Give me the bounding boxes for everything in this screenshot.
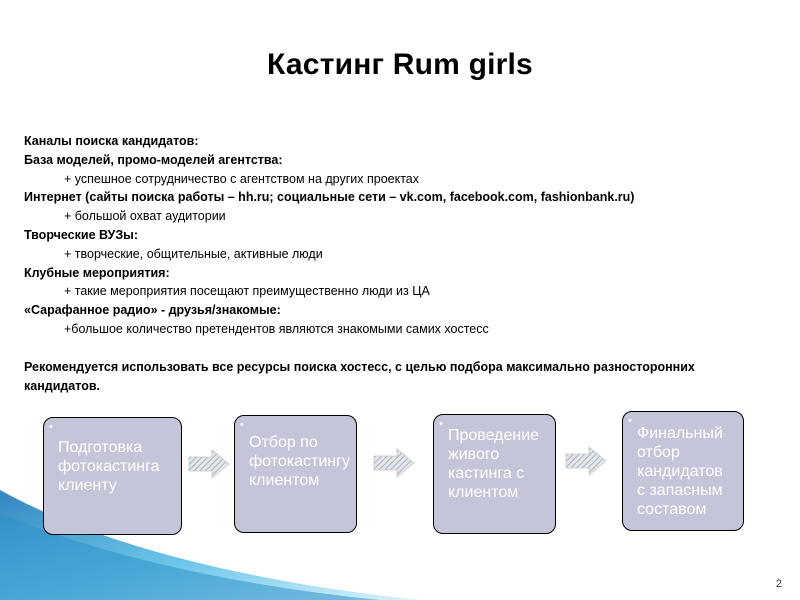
process-step-3-label: Проведение живого кастинга с клиентом bbox=[448, 427, 540, 501]
channel-word-of-mouth-benefit: +большое количество претендентов являются знакомыми самих хостесс bbox=[64, 321, 489, 336]
recommendation-text: Рекомендуется использовать все ресурсы поиска хостесс, с целью подбора максимально разносторонних кандидатов. bbox=[24, 359, 695, 393]
channel-universities-benefit: + творческие, общительные, активные люди bbox=[64, 246, 323, 261]
process-step-1-label: Подготовка фотокастинга клиенту bbox=[58, 439, 160, 494]
arrow-right-icon bbox=[373, 447, 415, 479]
process-step-4 bbox=[622, 411, 744, 531]
process-step-3 bbox=[433, 414, 556, 534]
bullet-icon: • bbox=[439, 418, 443, 430]
channel-club-events-benefit: + такие мероприятия посещают преимущественно люди из ЦА bbox=[64, 284, 430, 299]
process-step-2-label: Отбор по фотокастингу клиентом bbox=[249, 434, 350, 489]
bullet-icon: • bbox=[240, 419, 244, 431]
channel-internet-benefit: + большой охват аудитории bbox=[64, 209, 226, 224]
channel-agency-base-benefit: + успешное сотрудничество с агентством на других проектах bbox=[64, 171, 420, 186]
body-text bbox=[24, 132, 764, 395]
bullet-icon: • bbox=[628, 415, 632, 427]
page-number: 2 bbox=[775, 578, 782, 590]
arrow-right-icon bbox=[188, 448, 230, 480]
channel-internet: Интернет (сайты поиска работы – hh.ru; социальные сети – vk.com, facebook.com, fashionbank.ru) bbox=[24, 190, 635, 205]
channel-universities: Творческие ВУЗы: bbox=[24, 227, 138, 242]
process-step-4-label: Финальный отбор кандидатов с запасным составом bbox=[637, 425, 723, 518]
channels-heading: Каналы поиска кандидатов: bbox=[24, 134, 199, 148]
channel-club-events: Клубные мероприятия: bbox=[24, 265, 170, 280]
channel-word-of-mouth: «Сарафанное радио» - друзья/знакомые: bbox=[24, 303, 281, 318]
process-step-2 bbox=[234, 415, 357, 533]
channel-agency-base: База моделей, промо-моделей агентства: bbox=[24, 152, 283, 167]
bullet-icon: • bbox=[49, 421, 53, 433]
slide-title: Кастинг Rum girls bbox=[267, 48, 533, 81]
process-step-1 bbox=[43, 417, 182, 535]
arrow-right-icon bbox=[565, 445, 607, 477]
